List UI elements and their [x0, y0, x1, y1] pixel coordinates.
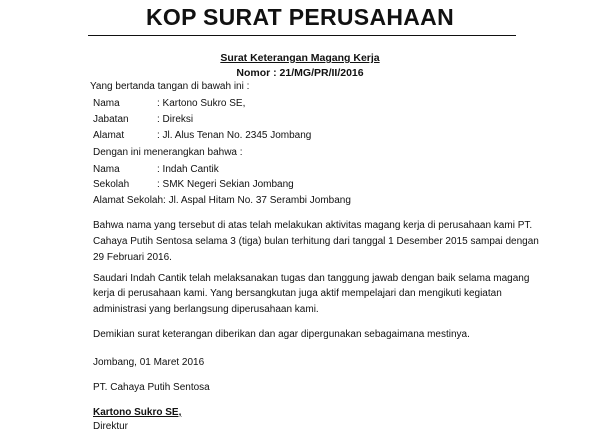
closing-text: Demikian surat keterangan diberikan dan agar dipergunakan sebagaimana mestinya. [93, 329, 470, 340]
subject-school-value: : SMK Negeri Sekian Jombang [157, 179, 294, 190]
intro-text: Yang bertanda tangan di bawah ini : [90, 81, 250, 92]
para1-line3: 29 Februari 2016. [93, 252, 172, 263]
signer-address-value: : Jl. Alus Tenan No. 2345 Jombang [157, 130, 312, 141]
signer-row-name [93, 97, 245, 110]
para1-line2: Cahaya Putih Sentosa selama 3 (tiga) bulan terhitung dari tanggal 1 Desember 2015 sampai dengan [93, 236, 539, 247]
signer-position-value: : Direksi [157, 114, 194, 125]
letter-title: Surat Keterangan Magang Kerja [220, 52, 380, 64]
para2-line2: kerja di perusahaan kami. Yang bersangkutan juga aktif mempelajari dan mengikuti kegiatan [93, 288, 502, 299]
para2-line3: administrasi yang berlangsung diperusahaan kami. [93, 304, 319, 315]
subject-name-label: Nama [93, 164, 120, 175]
signer-position-label: Jabatan [93, 114, 129, 125]
letterhead-divider [88, 35, 516, 36]
para2-line1: Saudari Indah Cantik telah melaksanakan tugas dan tanggung jawab dengan baik selama magang [93, 273, 530, 284]
signature-name: Kartono Sukro SE, [93, 407, 182, 418]
letterhead-title: KOP SURAT PERUSAHAAN [145, 4, 454, 30]
subject-row-school [93, 178, 294, 191]
intro2-text: Dengan ini menerangkan bahwa : [93, 147, 243, 158]
para1-line1: Bahwa nama yang tersebut di atas telah melakukan aktivitas magang kerja di perusahaan kami PT. [93, 220, 533, 231]
place-date: Jombang, 01 Maret 2016 [93, 357, 205, 368]
subject-school-label: Sekolah [93, 179, 130, 190]
subject-school-address-value: : Jl. Aspal Hitam No. 37 Serambi Jombang [163, 195, 351, 206]
letter-number: Nomor : 21/MG/PR/II/2016 [236, 67, 364, 79]
signer-name-value: : Kartono Sukro SE, [157, 98, 246, 109]
company-name: PT. Cahaya Putih Sentosa [93, 382, 210, 393]
subject-row-name [93, 163, 219, 176]
signer-row-address [93, 129, 311, 142]
signer-row-position [93, 113, 193, 126]
signer-address-label: Alamat [93, 130, 125, 141]
subject-row-school-address [93, 194, 351, 207]
subject-school-address-label: Alamat Sekolah [93, 195, 164, 206]
signature-title: Direktur [93, 421, 129, 432]
signer-name-label: Nama [93, 98, 120, 109]
subject-name-value: : Indah Cantik [157, 164, 219, 175]
